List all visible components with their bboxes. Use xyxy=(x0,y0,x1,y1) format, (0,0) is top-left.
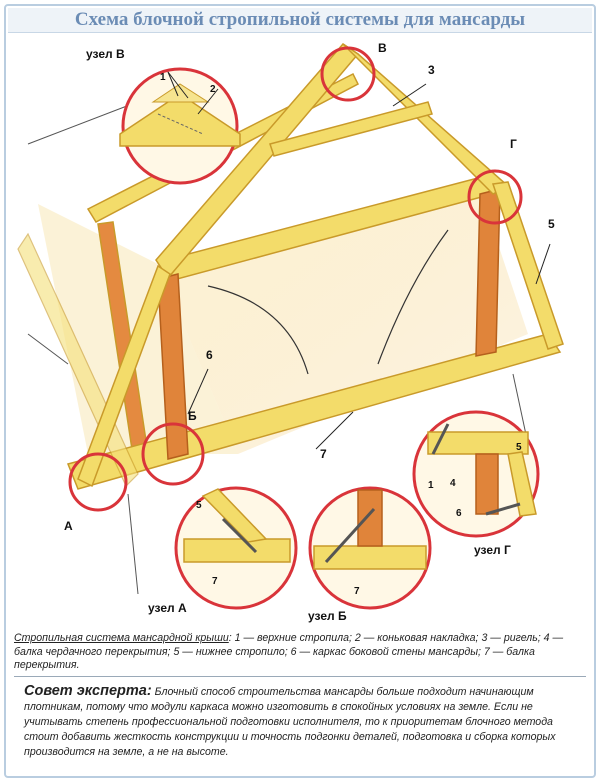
label-n5-g: 5 xyxy=(516,442,522,453)
label-n5-a: 5 xyxy=(196,500,202,511)
label-letter-v: В xyxy=(378,41,387,55)
label-n6: 6 xyxy=(206,348,213,362)
label-n7: 7 xyxy=(320,447,327,461)
figure-caption xyxy=(14,632,586,673)
label-letter-b: Б xyxy=(188,409,197,423)
label-n6-g: 6 xyxy=(456,508,462,519)
label-n4-g: 4 xyxy=(450,478,456,489)
node-b-detail xyxy=(310,488,430,608)
label-node-v: узел В xyxy=(86,47,125,61)
label-node-a: узел А xyxy=(148,601,187,615)
label-letter-g: Г xyxy=(510,137,517,151)
caption-title: Стропильная система мансардной крыши xyxy=(14,632,229,644)
node-g-detail xyxy=(414,412,538,536)
label-n5: 5 xyxy=(548,217,555,231)
label-n2-v: 2 xyxy=(210,84,216,95)
advice-text: Блочный способ строительства мансарды больше подходит начинающим плотникам, потому что модули каркаса можно изготовить в спокойных условиях на земле. Если не учитывать степень профессиональной подготовки исполнителя, то к приоритетам блочного метода стоит добавить жесткость конструкции и точность подгонки деталей, подготовка и сборка которых производится на земле, а не на высоте. xyxy=(24,686,556,758)
caption-text: : 1 — верхние стропила; 2 — коньковая накладка; 3 — ригель; 4 — балка чердачного перекрытия; 5 — нижнее стропило; 6 — каркас боковой стены мансарды; 7 — балка перекрытия. xyxy=(14,632,564,671)
divider xyxy=(14,676,586,677)
label-n1-v: 1 xyxy=(160,72,166,83)
rafter-diagram xyxy=(8,34,592,624)
advice-title: Совет эксперта: xyxy=(24,683,152,699)
label-node-b: узел Б xyxy=(308,609,347,623)
label-n1-g: 1 xyxy=(428,480,434,491)
node-v-detail xyxy=(120,69,240,183)
label-letter-a: А xyxy=(64,519,73,533)
expert-advice xyxy=(24,684,584,760)
diagram-svg xyxy=(8,34,592,624)
label-n7-b: 7 xyxy=(354,586,360,597)
node-a-detail xyxy=(176,488,296,608)
label-n3: 3 xyxy=(428,63,435,77)
wall-post-right xyxy=(476,189,500,356)
label-n7-a: 7 xyxy=(212,576,218,587)
label-node-g: узел Г xyxy=(474,543,511,557)
page-title: Схема блочной стропильной системы для мансарды xyxy=(8,8,592,33)
